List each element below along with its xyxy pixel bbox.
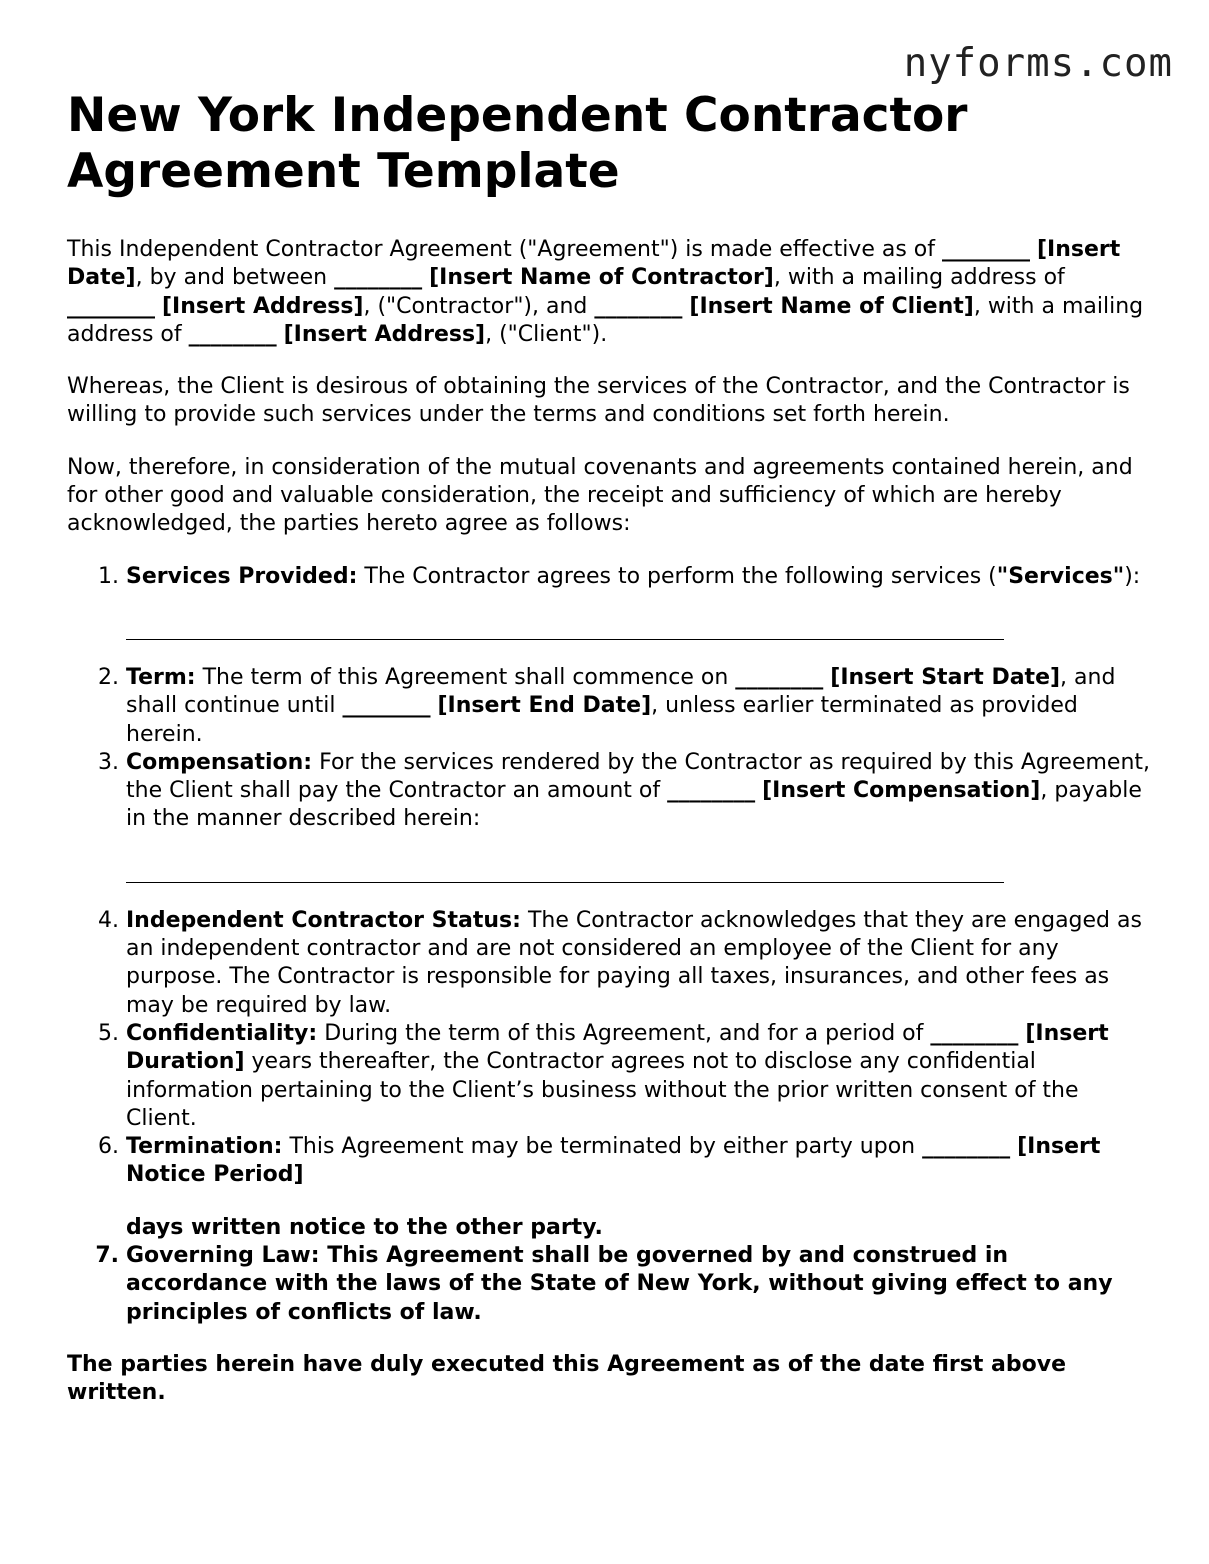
placeholder-contractor-address: [Insert Address]: [162, 293, 364, 319]
placeholder-end-date: [Insert End Date]: [437, 693, 652, 719]
list-item-termination: [67, 1133, 1152, 1242]
document-title: New York Independent Contractor Agreement Template: [67, 88, 968, 199]
section-text: , payable in the manner described herein:: [126, 778, 1142, 832]
terms-list: [67, 563, 1152, 1327]
list-item-governing-law: [67, 1242, 1152, 1327]
intro-text: , with a mailing address of: [773, 265, 1065, 291]
placeholder-contractor-name: [Insert Name of Contractor]: [429, 265, 774, 291]
services-fill-line: [126, 639, 1004, 640]
intro-text: , ("Contractor"), and: [363, 293, 595, 319]
section-text: , and shall continue until: [126, 664, 1116, 719]
section-label: Services Provided:: [126, 563, 358, 589]
section-text: This Agreement may be terminated by either party upon: [282, 1134, 923, 1160]
blank-line: ________: [594, 293, 683, 319]
intro-text: , with a mailing address of: [67, 293, 1144, 347]
blank-line: ________: [342, 693, 431, 719]
placeholder-date: [Insert Date]: [67, 237, 1121, 291]
placeholder-client-name: [Insert Name of Client]: [689, 293, 974, 319]
section-text: ):: [1124, 563, 1141, 589]
section-text: Governing Law: This Agreement shall be governed by and construed in accordance with the laws of the State of New York, without giving effect to any principles of conflicts of law.: [126, 1243, 1113, 1325]
blank-line: ________: [667, 778, 756, 804]
closing-paragraph: The parties herein have duly executed this Agreement as of the date first above written.: [67, 1351, 1067, 1406]
compensation-fill-line: [126, 882, 1004, 883]
list-item-confidentiality: [67, 1020, 1152, 1133]
section-label: Confidentiality:: [126, 1020, 318, 1046]
blank-line: ________: [334, 265, 423, 291]
intro-text: , ("Client").: [485, 321, 608, 347]
list-item-term: [67, 664, 1152, 749]
list-number: 5.: [98, 1020, 119, 1046]
section-text: During the term of this Agreement, and for a period of: [317, 1020, 931, 1046]
list-item-contractor-status: [67, 907, 1152, 1020]
list-number: 3.: [98, 749, 119, 775]
section-text: The Contractor agrees to perform the following services (: [357, 563, 997, 589]
section-label: Compensation:: [126, 749, 313, 775]
section-label: Term:: [126, 664, 196, 690]
placeholder-start-date: [Insert Start Date]: [830, 664, 1061, 690]
blank-line: ________: [188, 321, 277, 347]
defined-term: "Services": [996, 563, 1125, 589]
section-text: The Contractor acknowledges that they are engaged as an independent contractor and are not considered an employee of the Client for any purpose. The Contractor is responsible for paying all taxes, insurances, and other fees as may be required by law.: [126, 907, 1142, 1018]
list-item-services: [67, 563, 1152, 640]
placeholder-notice-period: [Insert Notice Period]: [126, 1134, 1101, 1188]
list-number: 7.: [95, 1243, 119, 1269]
document-page: [67, 88, 1152, 1408]
blank-line: ________: [735, 664, 824, 690]
placeholder-client-address: [Insert Address]: [283, 321, 486, 347]
whereas-paragraph: Whereas, the Client is desirous of obtaining the services of the Contractor, and the Contractor is willing to provide such services under the terms and conditions set forth herein.: [67, 374, 1130, 428]
spacer: [126, 1190, 1152, 1214]
list-number: 1.: [98, 563, 119, 589]
intro-text: This Independent Contractor Agreement ("Agreement") is made effective as of: [67, 237, 942, 262]
now-therefore-paragraph: Now, therefore, in consideration of the mutual covenants and agreements contained herein, and for other good and valuable consideration, the receipt and sufficiency of which are hereby acknowledged, the parties hereto agree as follows:: [67, 454, 1133, 537]
section-text: For the services rendered by the Contractor as required by this Agreement, the Client shall pay the Contractor an amount of: [126, 749, 1151, 804]
section-text: The term of this Agreement shall commence on: [195, 664, 736, 690]
section-text: , unless earlier terminated as provided herein.: [126, 693, 1078, 747]
placeholder-compensation: [Insert Compensation]: [762, 778, 1041, 804]
blank-line: ________: [67, 293, 155, 319]
section-text: days written notice to the other party.: [126, 1214, 603, 1240]
section-label: Termination:: [126, 1134, 283, 1160]
section-text: years thereafter, the Contractor agrees not to disclose any confidential information pertaining to the Client’s business without the prior written consent of the Client.: [126, 1049, 1079, 1131]
intro-text: , by and between: [135, 265, 335, 291]
list-number: 4.: [98, 907, 119, 933]
intro-paragraph: [67, 236, 1152, 349]
blank-line: ________: [922, 1134, 1011, 1160]
blank-line: ________: [930, 1020, 1019, 1046]
blank-line: ________: [942, 237, 1030, 262]
section-label: Independent Contractor Status:: [126, 907, 521, 933]
placeholder-duration: [Insert Duration]: [126, 1020, 1109, 1075]
list-item-compensation: [67, 749, 1152, 883]
list-number: 2.: [98, 664, 119, 690]
brand-watermark: nyforms.com: [903, 41, 1173, 86]
list-number: 6.: [98, 1134, 119, 1160]
